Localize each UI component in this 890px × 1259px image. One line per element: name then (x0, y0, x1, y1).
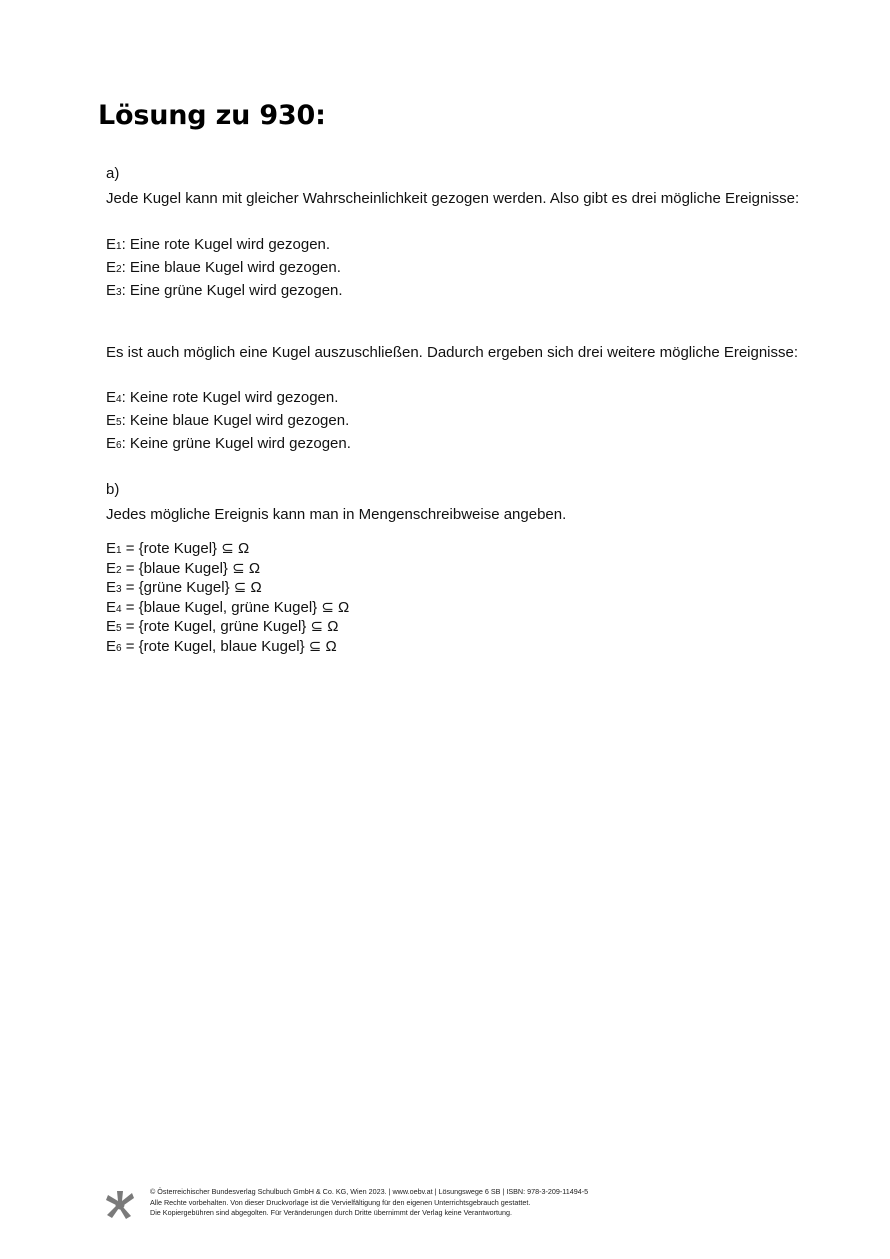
set-item: E6 = {rote Kugel, blaue Kugel} ⊆ Ω (106, 637, 337, 655)
footer-text (150, 1187, 588, 1219)
footer-copyright: © Österreichischer Bundesverlag Schulbuch GmbH & Co. KG, Wien 2023. | www.oebv.at | Lösungswege 6 SB | ISBN: 978-3-209-11494-5 (150, 1187, 589, 1196)
set-item: E5 = {rote Kugel, grüne Kugel} ⊆ Ω (106, 618, 339, 636)
set-item: E2 = {blaue Kugel} ⊆ Ω (106, 559, 261, 577)
set-item: E1 = {rote Kugel} ⊆ Ω (106, 540, 250, 557)
oebv-asterisk-icon (104, 1189, 136, 1221)
event-item: E2: Eine blaue Kugel wird gezogen. (106, 259, 341, 276)
part-a-label: a) (106, 165, 120, 182)
footer-rights: Alle Rechte vorbehalten. Von dieser Druckvorlage ist die Vervielfältigung für den eigenen Unterrichtsgebrauch gestattet. (150, 1197, 531, 1207)
set-item: E3 = {grüne Kugel} ⊆ Ω (106, 579, 262, 597)
set-item: E4 = {blaue Kugel, grüne Kugel} ⊆ Ω (106, 598, 350, 616)
footer-fees: Die Kopiergebühren sind abgegolten. Für Veränderungen durch Dritte übernimmt der Verlag keine Verantwortung. (150, 1208, 512, 1217)
event-item: E3: Eine grüne Kugel wird gezogen. (106, 282, 343, 299)
page-title: Lösung zu 930: (98, 100, 326, 131)
part-b-set-list (106, 540, 349, 658)
page-footer (104, 1187, 824, 1227)
event-item: E6: Keine grüne Kugel wird gezogen. (106, 435, 351, 452)
part-a-intro-2: Es ist auch möglich eine Kugel auszuschließen. Dadurch ergeben sich drei weitere mögliche Ereignisse: (106, 344, 799, 361)
part-b-intro: Jedes mögliche Ereignis kann man in Mengenschreibweise angeben. (106, 506, 567, 523)
event-item: E1: Eine rote Kugel wird gezogen. (106, 236, 331, 253)
part-a-intro: Jede Kugel kann mit gleicher Wahrscheinlichkeit gezogen werden. Also gibt es drei mögliche Ereignisse: (106, 190, 800, 207)
event-item: E4: Keine rote Kugel wird gezogen. (106, 389, 339, 406)
event-item: E5: Keine blaue Kugel wird gezogen. (106, 412, 350, 429)
part-a-event-list-2 (106, 387, 351, 456)
part-a-event-list (106, 234, 343, 303)
part-b-label: b) (106, 481, 120, 498)
